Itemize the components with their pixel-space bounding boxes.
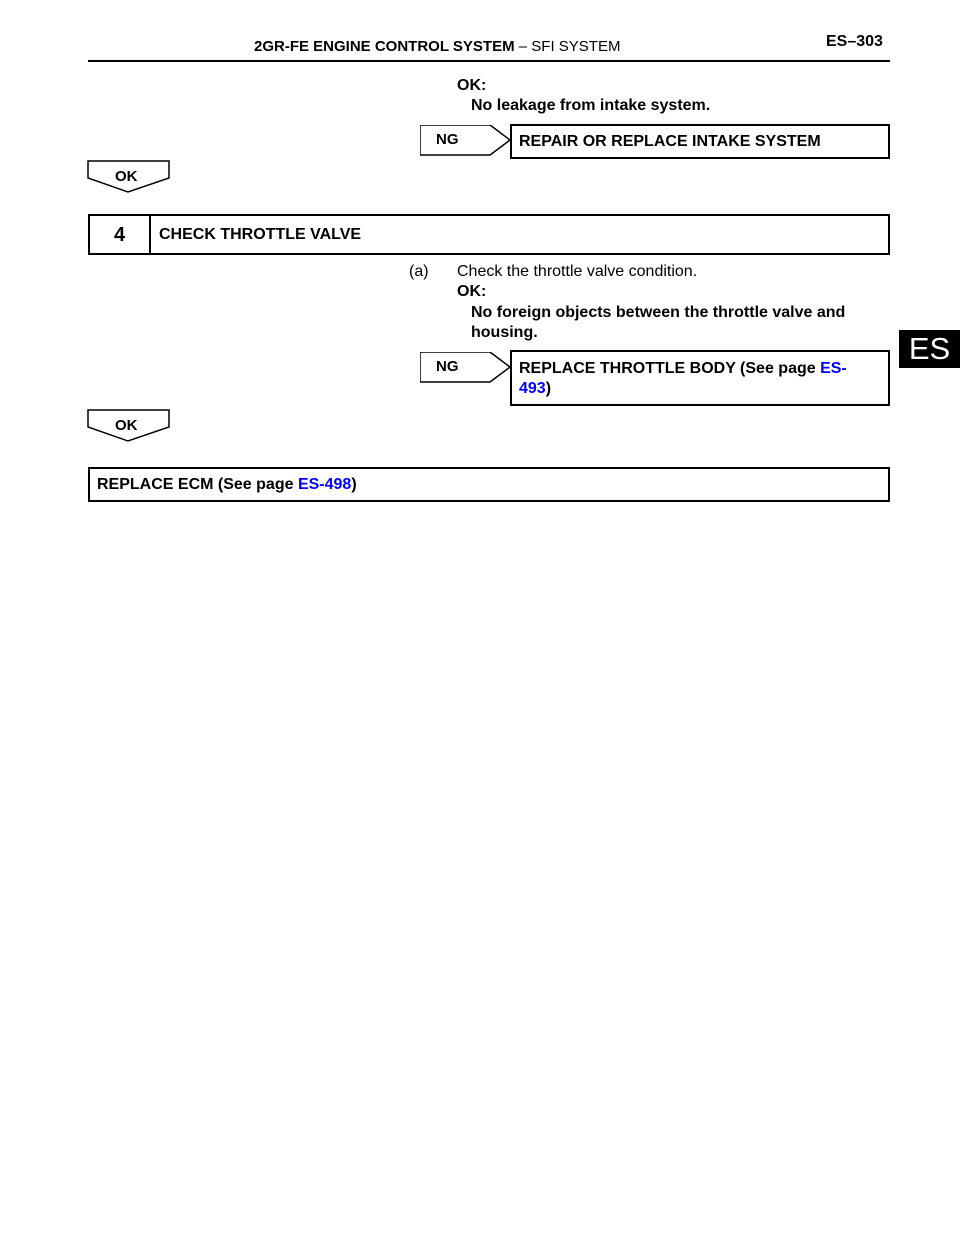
ng-action-text: REPLACE THROTTLE BODY (See page <box>519 360 821 377</box>
ng-label: NG <box>436 358 459 375</box>
ng-action-link-page[interactable]: 493 <box>519 380 546 397</box>
ok-label: OK: <box>457 77 487 94</box>
final-action-suffix: ) <box>351 476 357 493</box>
ng-arrow-shape <box>420 352 510 382</box>
ng-arrow <box>420 125 512 157</box>
ng-action-text: REPAIR OR REPLACE INTAKE SYSTEM <box>519 133 821 150</box>
substep-marker: (a) <box>409 263 429 280</box>
step-number: 4 <box>113 224 126 246</box>
ng-action-link[interactable]: ES- <box>820 360 847 377</box>
ng-action-box <box>510 124 890 159</box>
section-tab[interactable]: ES <box>899 330 960 368</box>
ok-criteria: No leakage from intake system. <box>471 97 711 114</box>
step-4-header <box>88 214 890 255</box>
final-action-link[interactable]: ES-498 <box>297 476 352 493</box>
final-action-text: REPLACE ECM (See page <box>97 476 298 493</box>
ok-arrow-label: OK <box>115 417 138 434</box>
ng-arrow <box>420 352 512 384</box>
ng-arrow-shape <box>420 125 510 155</box>
substep-text: Check the throttle valve condition. <box>457 263 698 280</box>
header-divider <box>88 60 890 62</box>
header-section: 2GR-FE ENGINE CONTROL SYSTEM <box>254 38 515 55</box>
ok-label: OK: <box>457 283 487 300</box>
header-title <box>254 38 620 55</box>
ng-action-suffix: ) <box>545 380 552 397</box>
header-subsection: SFI SYSTEM <box>531 38 621 55</box>
ok-criteria-line2: housing. <box>471 324 538 341</box>
ok-arrow-label: OK <box>115 168 138 185</box>
step-number-divider <box>149 216 151 253</box>
header-dash: – <box>518 38 528 55</box>
ok-criteria-line1: No foreign objects between the throttle valve and <box>471 304 846 321</box>
final-action-box <box>88 467 890 502</box>
ng-action-box <box>510 350 890 406</box>
page-number: ES–303 <box>826 33 883 50</box>
ng-label: NG <box>436 131 459 148</box>
step-title: CHECK THROTTLE VALVE <box>159 226 362 243</box>
